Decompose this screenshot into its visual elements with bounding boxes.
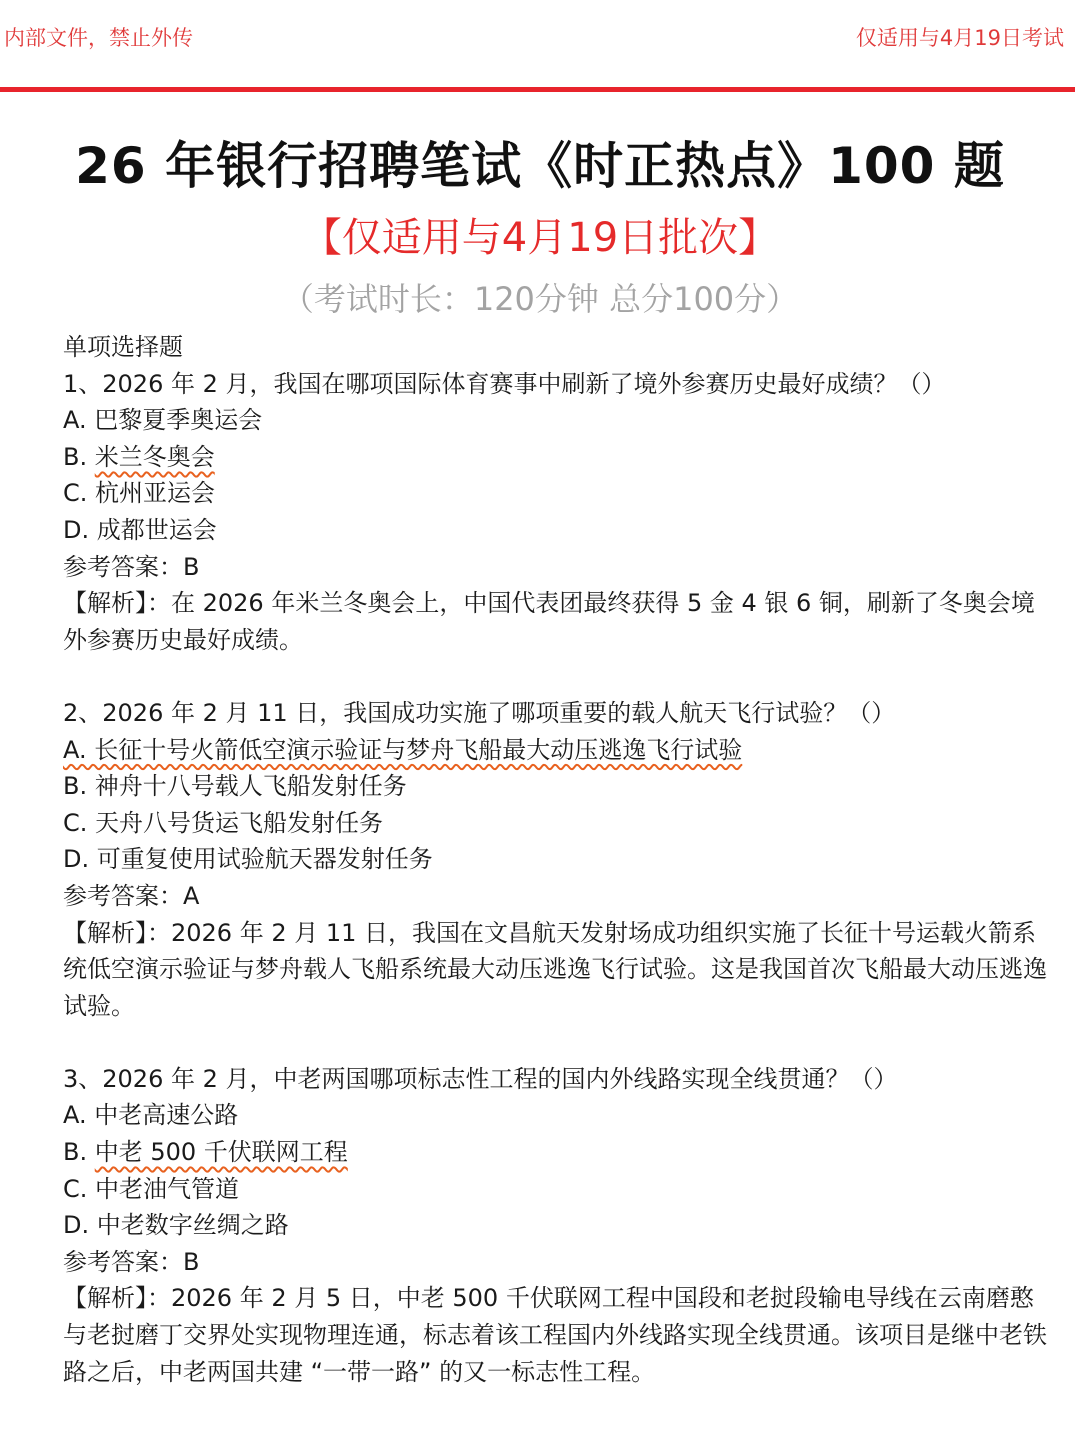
question-spacer	[63, 1024, 1053, 1061]
section-title: 单项选择题	[63, 333, 183, 361]
question-spacer	[63, 658, 1053, 695]
question-stem: 2、2026 年 2 月 11 日，我国成功实施了哪项重要的载人航天飞行试验？（）	[63, 698, 896, 727]
option-a	[63, 732, 1053, 769]
analysis-text: 【解析】：在 2026 年米兰冬奥会上，中国代表团最终获得 5 金 4 银 6 铜，刷新了冬奥会境外参赛历史最好成绩。	[63, 589, 1035, 654]
analysis-text: 【解析】：2026 年 2 月 5 日，中老 500 千伏联网工程中国段和老挝段输电导线在云南磨憨与老挝磨丁交界处实现物理连通，标志着该工程国内外线路实现全线贯通。该项目是继中老铁路之后，中老两国共建 “一带一路” 的又一标志性工程。	[63, 1284, 1047, 1386]
reference-answer: 参考答案：B	[63, 1247, 200, 1276]
option-d: D. 中老数字丝绸之路	[63, 1211, 289, 1240]
option-b	[63, 439, 1053, 476]
option-c: C. 杭州亚运会	[63, 479, 216, 508]
option-c: C. 中老油气管道	[63, 1174, 240, 1203]
option-d: D. 成都世运会	[63, 515, 217, 544]
option-b-prefix: B.	[63, 1138, 95, 1167]
option-b: B. 神舟十八号载人飞船发射任务	[63, 772, 407, 801]
option-a: A. 中老高速公路	[63, 1101, 239, 1130]
question-content	[63, 329, 1053, 1390]
confidential-note: 内部文件，禁止外传	[4, 26, 193, 50]
option-c: C. 天舟八号货运飞船发射任务	[63, 808, 384, 837]
question-stem: 1、2026 年 2 月，我国在哪项国际体育赛事中刷新了境外参赛历史最好成绩？（）	[63, 369, 946, 398]
option-d: D. 可重复使用试验航天器发射任务	[63, 845, 433, 874]
reference-answer: 参考答案：A	[63, 881, 200, 910]
exam-info: （考试时长：120分钟 总分100分）	[281, 280, 799, 318]
option-a-highlight: A. 长征十号火箭低空演示验证与梦舟飞船最大动压逃逸飞行试验	[63, 735, 743, 764]
analysis-text: 【解析】：2026 年 2 月 11 日，我国在文昌航天发射场成功组织实施了长征十号运载火箭系统低空演示验证与梦舟载人飞船系统最大动压逃逸飞行试验。这是我国首次飞船最大动压逃逸试验。	[63, 918, 1047, 1020]
header-divider	[0, 87, 1075, 92]
question-1	[63, 366, 1053, 659]
option-a: A. 巴黎夏季奥运会	[63, 406, 263, 435]
question-2	[63, 695, 1053, 1024]
option-b-highlight: 中老 500 千伏联网工程	[94, 1138, 348, 1167]
reference-answer: 参考答案：B	[63, 552, 200, 581]
document-title: 26 年银行招聘笔试《时正热点》100 题	[75, 137, 1005, 195]
applicable-date-note: 仅适用与4月19日考试	[855, 26, 1064, 50]
document-subtitle: 【仅适用与4月19日批次】	[301, 215, 779, 261]
question-stem: 3、2026 年 2 月，中老两国哪项标志性工程的国内外线路实现全线贯通？（）	[63, 1064, 898, 1093]
option-b-highlight: 米兰冬奥会	[94, 442, 215, 471]
option-b	[63, 1134, 1053, 1171]
option-b-prefix: B.	[63, 442, 95, 471]
question-3	[63, 1061, 1053, 1390]
